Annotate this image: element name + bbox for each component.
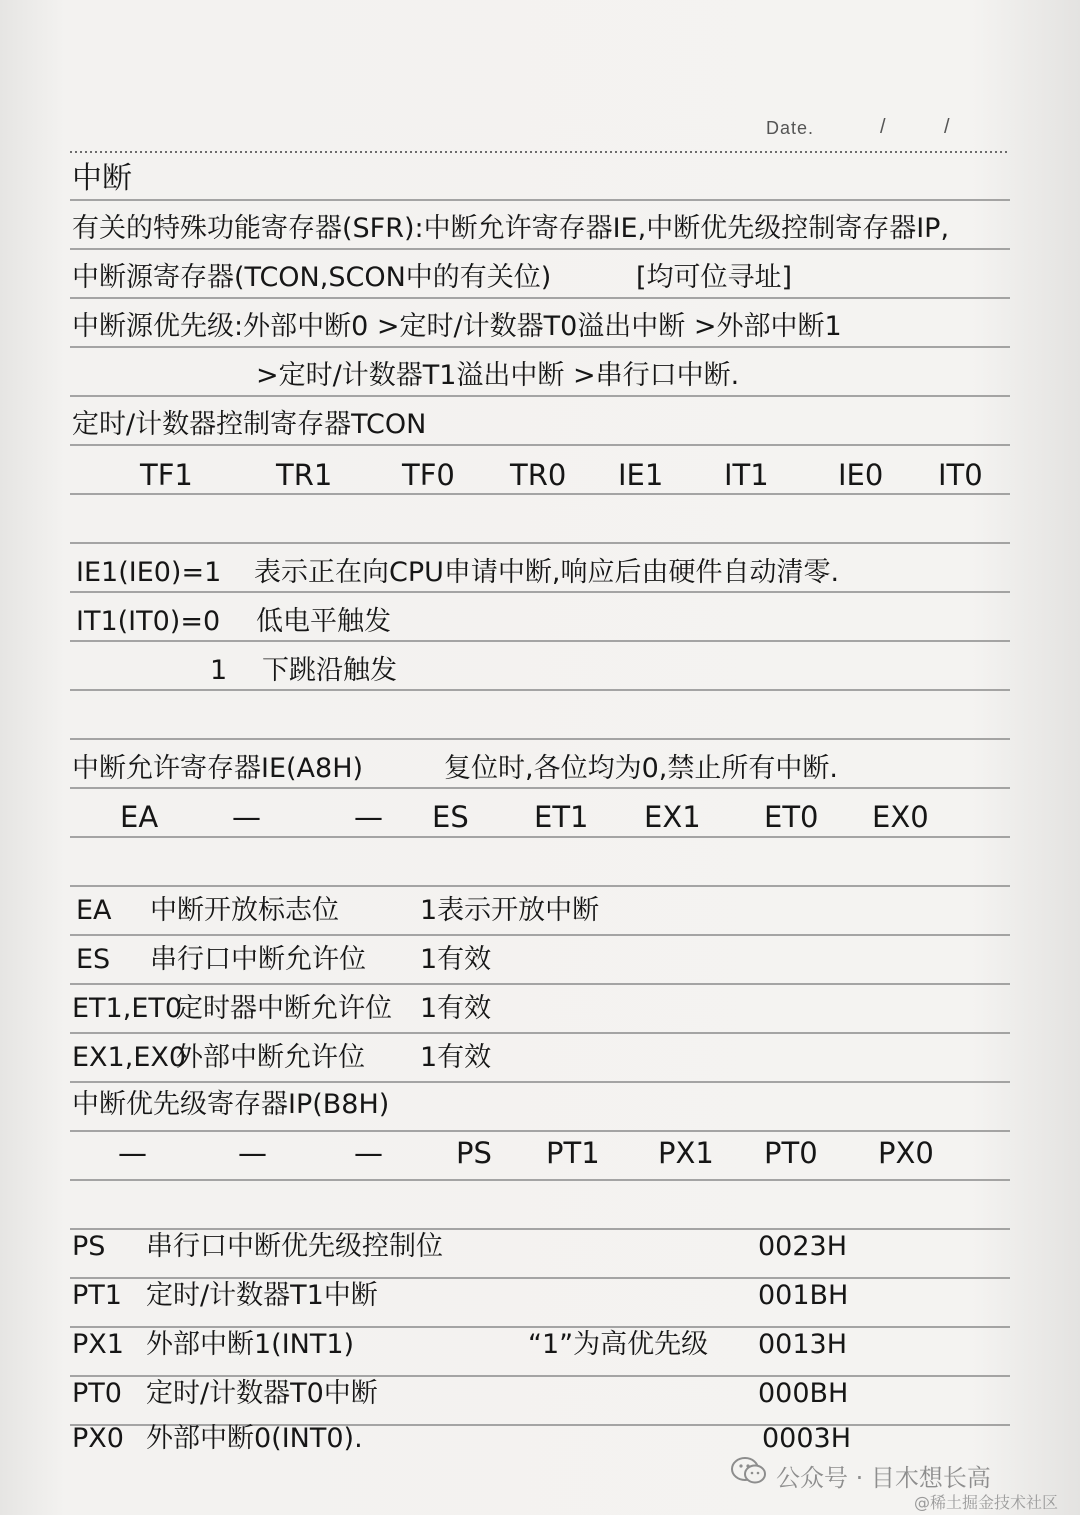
ip-note-addr: 001BH (758, 1280, 849, 1311)
ip-bit: PS (456, 1136, 492, 1170)
sfr-line-1: 有关的特殊功能寄存器(SFR):中断允许寄存器IE,中断优先级控制寄存器IP, (72, 213, 950, 244)
ie-bit: EX0 (872, 800, 929, 834)
ie-note-value: 1有效 (420, 944, 492, 975)
tcon-bit: TR1 (276, 458, 333, 492)
watermark-site: @稀土掘金技术社区 (914, 1493, 1059, 1512)
ip-note-name: PX1 (72, 1329, 124, 1360)
ie-reset-note: 复位时,各位均为0,禁止所有中断. (444, 753, 838, 784)
ie-note-name: ES (76, 944, 111, 975)
it-flag-text-1: 下跳沿触发 (262, 655, 397, 686)
ip-note-addr: 0003H (762, 1423, 852, 1454)
ip-note-addr: 0013H (758, 1329, 848, 1360)
ip-note-name: PT0 (72, 1378, 122, 1409)
ip-bit: PX0 (878, 1136, 934, 1170)
ie-bit: — (232, 800, 261, 834)
ie-note-name: EA (76, 895, 112, 926)
ip-note-desc: 外部中断1(INT1) (146, 1329, 355, 1360)
ip-bit: PX1 (658, 1136, 714, 1170)
ip-bit: PT0 (764, 1136, 818, 1170)
watermark-text: 公众号 · 目木想长高 (776, 1464, 991, 1492)
ip-side-note: “1”为高优先级 (528, 1329, 709, 1360)
tcon-bit: IT1 (724, 458, 769, 492)
date-slash: / (880, 116, 886, 138)
ie-note-desc: 串行口中断允许位 (150, 944, 366, 975)
ip-note-desc: 定时/计数器T1中断 (146, 1280, 378, 1311)
ie-bit: EA (120, 800, 159, 834)
it-flag-label: IT1(IT0)=0 (76, 606, 221, 637)
tcon-bit: IT0 (938, 458, 983, 492)
priority-line-2: >定时/计数器T1溢出中断 >串行口中断. (256, 360, 740, 391)
ie-note-value: 1有效 (420, 1042, 492, 1073)
date-slash: / (944, 116, 950, 138)
ip-note-addr: 000BH (758, 1378, 849, 1409)
ie-flag-text: 表示正在向CPU申请中断,响应后由硬件自动清零. (254, 557, 840, 588)
ip-note-name: PT1 (72, 1280, 122, 1311)
sfr-note: [均可位寻址] (636, 262, 793, 293)
wechat-icon (730, 1456, 768, 1486)
ip-bit: — (118, 1136, 147, 1170)
ie-bit: ET0 (764, 800, 819, 834)
ie-flag-label: IE1(IE0)=1 (76, 557, 222, 588)
ip-note-desc: 外部中断0(INT0). (146, 1423, 363, 1454)
ie-heading: 中断允许寄存器IE(A8H) (72, 753, 364, 784)
ip-note-desc: 定时/计数器T0中断 (146, 1378, 378, 1409)
ie-bit: ES (432, 800, 469, 834)
date-label: Date. (766, 118, 815, 138)
ip-note-name: PX0 (72, 1423, 124, 1454)
ip-note-desc: 串行口中断优先级控制位 (146, 1231, 443, 1262)
it-flag-value-1: 1 (210, 655, 228, 686)
ie-note-desc: 定时器中断允许位 (176, 993, 392, 1024)
it-flag-text-0: 低电平触发 (256, 606, 391, 637)
ip-bit: PT1 (546, 1136, 600, 1170)
ie-note-desc: 中断开放标志位 (150, 895, 339, 926)
ie-bit: — (354, 800, 383, 834)
tcon-bit: TF0 (402, 458, 455, 492)
ip-heading: 中断优先级寄存器IP(B8H) (72, 1089, 390, 1120)
ip-bit: — (354, 1136, 383, 1170)
sfr-line-2: 中断源寄存器(TCON,SCON中的有关位) (72, 262, 552, 293)
tcon-bit: IE0 (838, 458, 884, 492)
ie-bit: EX1 (644, 800, 701, 834)
ie-bit: ET1 (534, 800, 589, 834)
ie-note-value: 1表示开放中断 (420, 895, 600, 926)
ie-note-value: 1有效 (420, 993, 492, 1024)
priority-line-1: 中断源优先级:外部中断0 >定时/计数器T0溢出中断 >外部中断1 (72, 311, 842, 342)
ie-note-desc: 外部中断允许位 (176, 1042, 365, 1073)
ip-note-addr: 0023H (758, 1231, 848, 1262)
tcon-bit: TR0 (510, 458, 567, 492)
page-title: 中断 (72, 161, 132, 196)
tcon-heading: 定时/计数器控制寄存器TCON (72, 409, 427, 440)
ip-bit: — (238, 1136, 267, 1170)
ie-note-name: ET1,ET0 (72, 993, 183, 1024)
ie-note-name: EX1,EX0 (72, 1042, 187, 1073)
tcon-bit: IE1 (618, 458, 664, 492)
ip-note-name: PS (72, 1231, 106, 1262)
tcon-bit: TF1 (140, 458, 193, 492)
